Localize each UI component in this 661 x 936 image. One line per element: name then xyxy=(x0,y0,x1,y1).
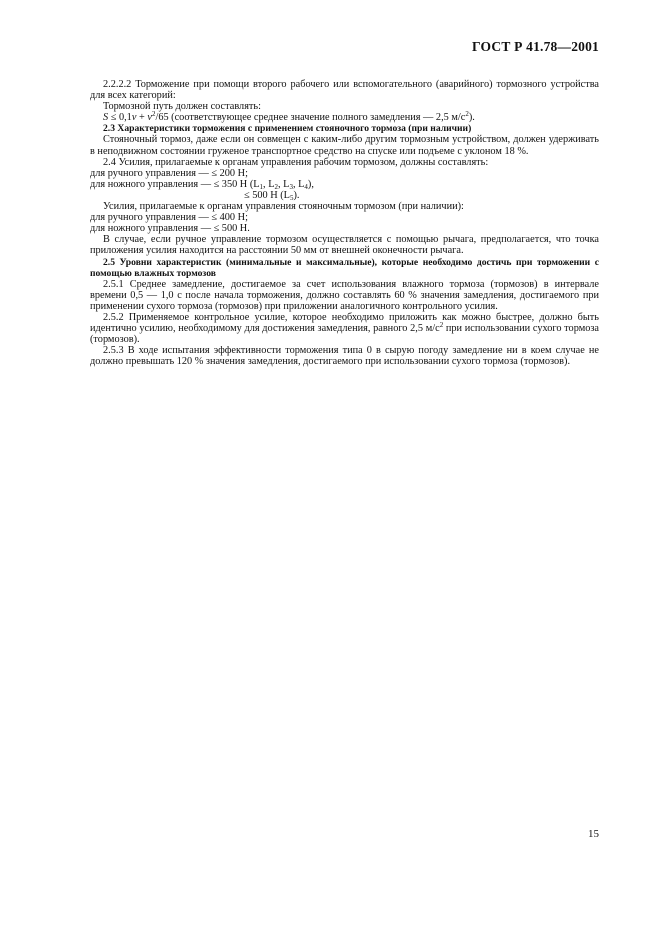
formula-tail: /65 (соответствующее среднее значение полного замедления — 2,5 м/с xyxy=(155,112,466,124)
braking-distance-intro: Тормозной путь должен составлять: xyxy=(103,101,261,113)
p252-text: 2.5.2 Применяемое контрольное усилие, которое необходимо приложить как можно быстрее, должно быть идентично усилию, необходимому для достижения замедления, равного 2,5 м/с xyxy=(90,311,599,335)
section-2-3-title: 2.3 Характеристики торможения с применением стояночного тормоза (при наличии) xyxy=(103,123,472,135)
foot-control-l5-force xyxy=(90,190,599,201)
p252-exp: 2 xyxy=(439,321,444,330)
hand-control-service-force: для ручного управления — ≤ 200 Н; xyxy=(90,167,248,179)
sub-2: 2 xyxy=(274,182,278,191)
formula-s: S xyxy=(103,112,109,124)
parking-brake-paragraph: Стояночный тормоз, даже если он совмещен с каким-либо другим тормозным устройством, должен удерживать в неподвижном состоянии груженое транспортное средство на спуске или подъеме с уклоном 18 %. xyxy=(90,134,599,157)
paragraph-2-2-2-2: 2.2.2.2 Торможение при помощи второго рабочего или вспомогательного (аварийного) тормозного устройства для всех категорий: xyxy=(90,79,599,102)
lever-paragraph: В случае, если ручное управление тормозом осуществляется с помощью рычага, предполагается, что точка приложения усилия находится на расстоянии 50 мм от внешней оконечности рычага. xyxy=(90,234,599,257)
foot-force-end: ), xyxy=(307,178,314,190)
sub-3: 3 xyxy=(289,182,293,191)
formula-le: ≤ 0,1 xyxy=(108,112,132,124)
l5-end: ). xyxy=(293,189,300,201)
p252-tail: при использовании сухого тормоза (тормозов). xyxy=(90,323,599,346)
sep-2: , L xyxy=(278,178,290,190)
sub-4: 4 xyxy=(304,182,308,191)
sep-3: , L xyxy=(292,178,305,190)
formula-end: ). xyxy=(468,112,475,124)
formula-unit-exp: 2 xyxy=(465,110,469,119)
paragraph-2-5-3: 2.5.3 В ходе испытания эффективности торможения типа 0 в сырую погоду замедление ни в коем случае не должно превышать 120 % значения замедления, достигаемого при использовании сухого тормоза (тормозов). xyxy=(90,345,599,368)
paragraph-2-5-1: 2.5.1 Среднее замедление, достигаемое за счет использования влажного тормоза (тормозов) в интервале времени 0,5 — 1,0 с после начала торможения, должно составлять 60 % значения замедления, достигаемого при применении сухого тормоза (тормозов) при приложении аналогичного контрольного усилия. xyxy=(90,278,599,312)
formula-exp: 2 xyxy=(151,110,156,119)
sub-5: 5 xyxy=(289,193,294,202)
formula-v2: v xyxy=(147,112,152,124)
foot-control-parking-force: для ножного управления — ≤ 500 Н. xyxy=(90,223,250,235)
sep-1: , L xyxy=(263,178,275,190)
formula-plus: + xyxy=(136,112,148,124)
document-body xyxy=(90,79,599,367)
paragraph-2-4: 2.4 Усилия, прилагаемые к органам управления рабочим тормозом, должны составлять: xyxy=(103,156,489,168)
section-2-5-title: 2.5 Уровни характеристик (минимальные и максимальные), которые необходимо достичь при торможении с помощью влажных тормозов xyxy=(90,256,599,279)
page-number: 15 xyxy=(588,828,599,840)
hand-control-parking-force: для ручного управления — ≤ 400 Н; xyxy=(90,212,248,224)
paragraph-2-5-2 xyxy=(90,312,599,345)
braking-distance-formula xyxy=(90,112,599,123)
sub-1: 1 xyxy=(259,182,264,191)
foot-force-prefix: для ножного управления — ≤ 350 Н (L xyxy=(90,178,260,190)
formula-v1: v xyxy=(131,112,137,124)
foot-control-service-force xyxy=(90,179,599,190)
parking-forces-intro: Усилия, прилагаемые к органам управления стояночным тормозом (при наличии): xyxy=(103,201,464,213)
l5-prefix: ≤ 500 Н (L xyxy=(244,189,290,201)
standard-header: ГОСТ Р 41.78—2001 xyxy=(472,39,599,54)
